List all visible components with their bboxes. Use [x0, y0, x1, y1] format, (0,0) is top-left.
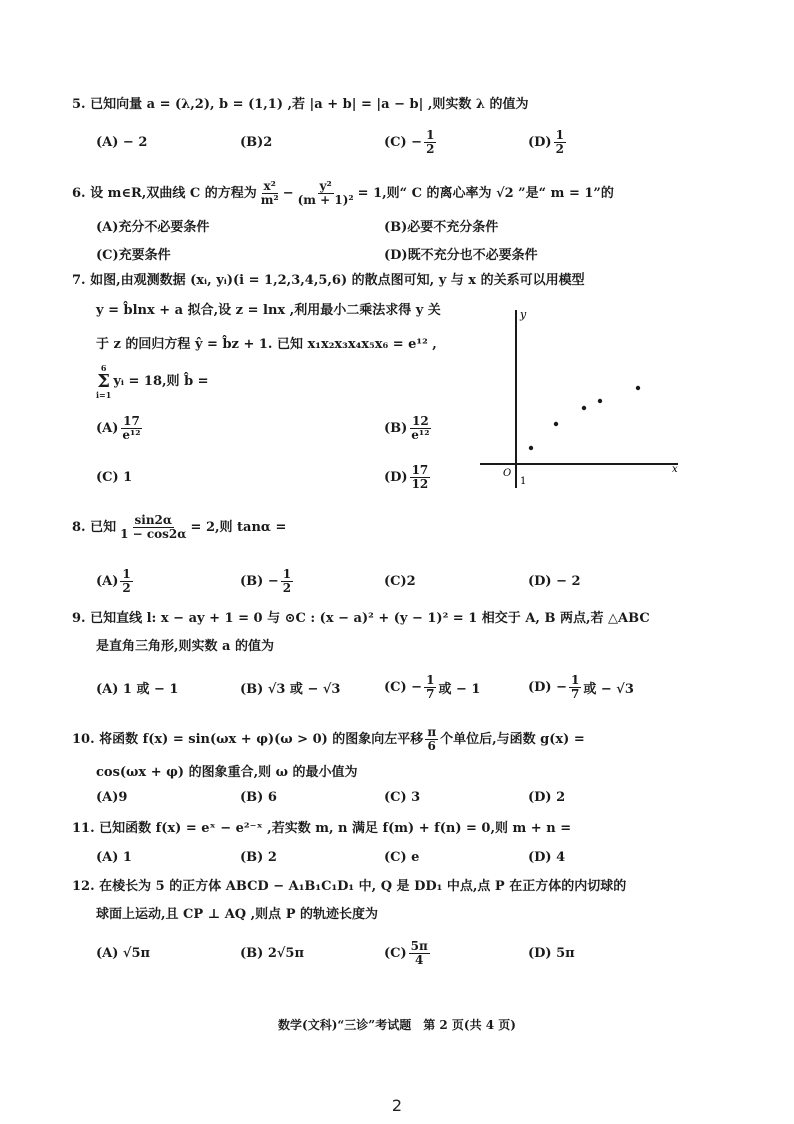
fraction: $\frac{1}{2}$: [122, 566, 131, 595]
q11-option-b: (B) 2: [240, 849, 277, 865]
q8-option-b: (B) − $\frac{1}{2}$: [240, 566, 292, 595]
y-axis-label: y: [520, 308, 527, 321]
q8-option-a: (A) $\frac{1}{2}$: [96, 566, 131, 595]
fraction: $\frac{\sin 2\alpha}{1 - \cos 2\alpha}$: [120, 513, 187, 541]
origin-label: O: [503, 468, 512, 479]
q10-option-a: (A)9: [96, 789, 128, 805]
q9-options: [96, 672, 696, 702]
q12-options: [96, 938, 696, 968]
q12-option-d: (D) 5π: [528, 945, 575, 961]
q11-option-a: (A) 1: [96, 849, 132, 865]
q10-stem: 10. 将函数 f(x) = sin(ωx + φ)(ω > 0) 的图象向左平移 $\frac{\pi}{6}$ 个单位后,与函数 g(x) =: [72, 725, 585, 753]
q9-option-b: (B) √3 或 − √3: [240, 681, 341, 697]
tick-label: 1: [520, 476, 527, 487]
q12-line2: 球面上运动,且 CP ⊥ AQ ,则点 P 的轨迹长度为: [96, 907, 378, 922]
q9-line2: 是直角三角形,则实数 a 的值为: [96, 639, 275, 654]
q7-line2: y = b̂lnx + a 拟合,设 z = lnx ,利用最小二乘法求得 y 关: [96, 303, 441, 318]
q8-option-d: (D) − 2: [528, 573, 581, 589]
q10-option-b: (B) 6: [240, 789, 277, 805]
q11-option-d: (D) 4: [528, 849, 566, 865]
scatter-point: [554, 422, 558, 426]
fraction: $\frac{5\pi}{4}$: [410, 938, 428, 967]
scatter-point: [636, 386, 640, 390]
scatter-point: [582, 406, 586, 410]
fraction: $\frac{\text{y²}}{\text{(m + 1)²}}$: [297, 179, 354, 207]
q5-options: [96, 127, 696, 157]
fraction: $\frac{17}{12}$: [411, 462, 429, 491]
q9-option-c: (C) − $\frac{1}{7}$ 或 − 1: [384, 672, 481, 701]
page-footer: 数学(文科)“三诊”考试题 第 2 页(共 4 页): [278, 1018, 516, 1032]
fraction: $\frac{1}{2}$: [282, 566, 292, 595]
q8-option-c: (C)2: [384, 573, 416, 589]
fraction: $\frac{\pi}{6}$: [427, 725, 437, 753]
q9-line1: 9. 已知直线 l: x − ay + 1 = 0 与 ⊙C : (x − a)² + (y − 1)² = 1 相交于 A, B 两点,若 △ABC: [72, 611, 650, 626]
fraction: $\frac{12}{\text{e¹²}}$: [411, 413, 430, 442]
q7-option-d: (D) $\frac{17}{12}$: [384, 462, 429, 491]
q7-line4: 6 Σ i=1 yᵢ = 18,则 b̂ =: [96, 363, 209, 400]
q6-option-a: (A)充分不必要条件: [96, 219, 210, 235]
fraction: $\frac{17}{\text{e¹²}}$: [122, 413, 141, 442]
q9-option-a: (A) 1 或 − 1: [96, 681, 179, 697]
q12-line1: 12. 在棱长为 5 的正方体 ABCD − A₁B₁C₁D₁ 中, Q 是 DD₁ 中点,点 P 在正方体的内切球的: [72, 879, 627, 894]
q11-stem: 11. 已知函数 f(x) = eˣ − e²⁻ˣ ,若实数 m, n 满足 f(m) + f(n) = 0,则 m + n =: [72, 821, 572, 836]
q6-option-b: (B)必要不充分条件: [384, 219, 499, 235]
q12-option-c: (C) $\frac{5\pi}{4}$: [384, 938, 428, 967]
q12-option-a: (A) √5π: [96, 945, 151, 961]
summation-symbol: 6 Σ i=1: [96, 363, 112, 400]
q10-option-d: (D) 2: [528, 789, 566, 805]
q6-option-d: (D)既不充分也不必要条件: [384, 247, 538, 263]
q6-options-row1: [96, 214, 696, 236]
q6-options-row2: [96, 242, 696, 264]
q7-line3: 于 z 的回归方程 ŷ = b̂z + 1. 已知 x₁x₂x₃x₄x₅x₆ = e¹² ,: [96, 337, 437, 352]
fraction: $\frac{1}{2}$: [555, 127, 564, 156]
q9-option-d: (D) − $\frac{1}{7}$ 或 − √3: [528, 672, 634, 701]
q7-options-row2: [96, 462, 476, 492]
fraction: $\frac{1}{2}$: [426, 127, 435, 156]
q5-stem: 5. 已知向量 a = (λ,2), b = (1,1) ,若 |a + b| = |a − b| ,则实数 λ 的值为: [72, 97, 529, 112]
fraction: $\frac{1}{7}$: [571, 672, 580, 701]
q12-option-b: (B) 2√5π: [240, 945, 304, 961]
fraction: $\frac{\text{x²}}{\text{m²}}$: [260, 179, 279, 207]
fraction: $\frac{1}{7}$: [426, 672, 435, 701]
scatter-point: [529, 446, 533, 450]
q5-option-c: (C) − $\frac{1}{2}$: [384, 127, 435, 156]
q10-option-c: (C) 3: [384, 789, 421, 805]
q8-stem: 8. 已知 $\frac{\sin 2\alpha}{1 - \cos 2\alpha}$ = 2,则 tanα =: [72, 513, 287, 541]
q7-option-c: (C) 1: [96, 469, 133, 485]
q8-options: [96, 566, 696, 596]
q5-option-a: (A) − 2: [96, 134, 148, 150]
q5-option-d: (D) $\frac{1}{2}$: [528, 127, 564, 156]
q5-option-b: (B)2: [240, 134, 273, 150]
page-number: 2: [391, 1096, 403, 1115]
q10-line2: cos(ωx + φ) 的图象重合,则 ω 的最小值为: [96, 765, 358, 780]
scatter-point: [598, 399, 602, 403]
q7-scatter-figure: [476, 300, 688, 500]
q10-options: [96, 786, 696, 808]
q11-options: [96, 846, 696, 868]
q7-options-row1: [96, 413, 476, 443]
q6-stem: 6. 设 m∈R,双曲线 C 的方程为 $\frac{\text{x²}}{\text{m²}}$ − $\frac{\text{y²}}{\text{(m + 1)²}}$ = 1,则“ C 的离心率为 √2 ”是“ m = 1”的: [72, 179, 614, 207]
x-axis-label: x: [672, 464, 678, 475]
q7-option-a: (A) $\frac{17}{\text{e¹²}}$: [96, 413, 141, 442]
q7-line1: 7. 如图,由观测数据 (xᵢ, yᵢ)(i = 1,2,3,4,5,6) 的散点图可知, y 与 x 的关系可以用模型: [72, 273, 585, 288]
q7-option-b: (B) $\frac{12}{\text{e¹²}}$: [384, 413, 430, 442]
q6-option-c: (C)充要条件: [96, 247, 171, 263]
q11-option-c: (C) e: [384, 849, 420, 865]
